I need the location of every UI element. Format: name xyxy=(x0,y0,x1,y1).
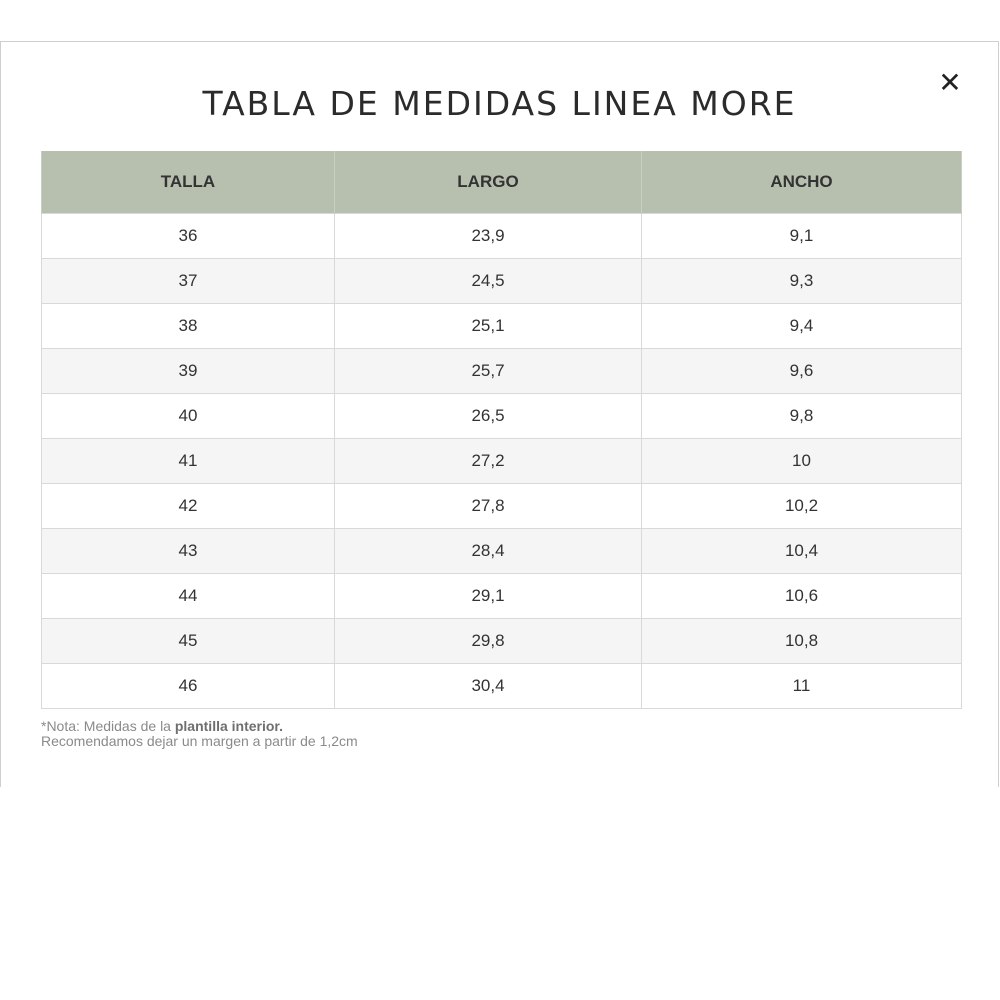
cell-largo: 29,8 xyxy=(335,619,642,664)
note-line-1 xyxy=(41,719,358,734)
cell-largo: 25,7 xyxy=(335,349,642,394)
close-button[interactable] xyxy=(934,66,966,98)
cell-largo: 29,1 xyxy=(335,574,642,619)
cell-ancho: 10 xyxy=(642,439,962,484)
cell-talla: 36 xyxy=(42,214,335,259)
header-largo: LARGO xyxy=(335,151,642,214)
cell-ancho: 9,4 xyxy=(642,304,962,349)
header-ancho: ANCHO xyxy=(642,151,962,214)
cell-largo: 27,8 xyxy=(335,484,642,529)
close-icon: ✕ xyxy=(938,65,962,99)
header-talla: TALLA xyxy=(42,151,335,214)
table-row xyxy=(42,574,962,619)
cell-ancho: 10,8 xyxy=(642,619,962,664)
note-line-2: Recomendamos dejar un margen a partir de 1,2cm xyxy=(41,733,358,749)
cell-talla: 42 xyxy=(42,484,335,529)
cell-largo: 26,5 xyxy=(335,394,642,439)
table-header-row xyxy=(42,151,962,214)
table-row xyxy=(42,619,962,664)
cell-ancho: 9,6 xyxy=(642,349,962,394)
cell-largo: 23,9 xyxy=(335,214,642,259)
cell-ancho: 9,1 xyxy=(642,214,962,259)
cell-talla: 41 xyxy=(42,439,335,484)
cell-ancho: 10,6 xyxy=(642,574,962,619)
size-note xyxy=(41,719,358,749)
cell-largo: 28,4 xyxy=(335,529,642,574)
table-row xyxy=(42,529,962,574)
note-emphasis: plantilla interior. xyxy=(174,718,283,734)
table-row xyxy=(42,349,962,394)
table-row xyxy=(42,394,962,439)
cell-ancho: 11 xyxy=(642,664,962,709)
cell-talla: 40 xyxy=(42,394,335,439)
table-row xyxy=(42,304,962,349)
note-prefix: *Nota: Medidas de la xyxy=(41,718,175,734)
table-row xyxy=(42,664,962,709)
cell-ancho: 9,8 xyxy=(642,394,962,439)
size-chart-modal xyxy=(0,41,999,787)
cell-talla: 45 xyxy=(42,619,335,664)
cell-talla: 39 xyxy=(42,349,335,394)
cell-largo: 25,1 xyxy=(335,304,642,349)
cell-talla: 43 xyxy=(42,529,335,574)
modal-title: TABLA DE MEDIDAS LINEA MORE xyxy=(202,84,797,123)
table-row xyxy=(42,214,962,259)
cell-ancho: 10,4 xyxy=(642,529,962,574)
size-table xyxy=(41,151,962,709)
cell-talla: 38 xyxy=(42,304,335,349)
cell-largo: 30,4 xyxy=(335,664,642,709)
table-row xyxy=(42,259,962,304)
cell-talla: 44 xyxy=(42,574,335,619)
table-row xyxy=(42,439,962,484)
cell-ancho: 9,3 xyxy=(642,259,962,304)
cell-largo: 27,2 xyxy=(335,439,642,484)
cell-largo: 24,5 xyxy=(335,259,642,304)
table-row xyxy=(42,484,962,529)
cell-talla: 37 xyxy=(42,259,335,304)
cell-ancho: 10,2 xyxy=(642,484,962,529)
cell-talla: 46 xyxy=(42,664,335,709)
